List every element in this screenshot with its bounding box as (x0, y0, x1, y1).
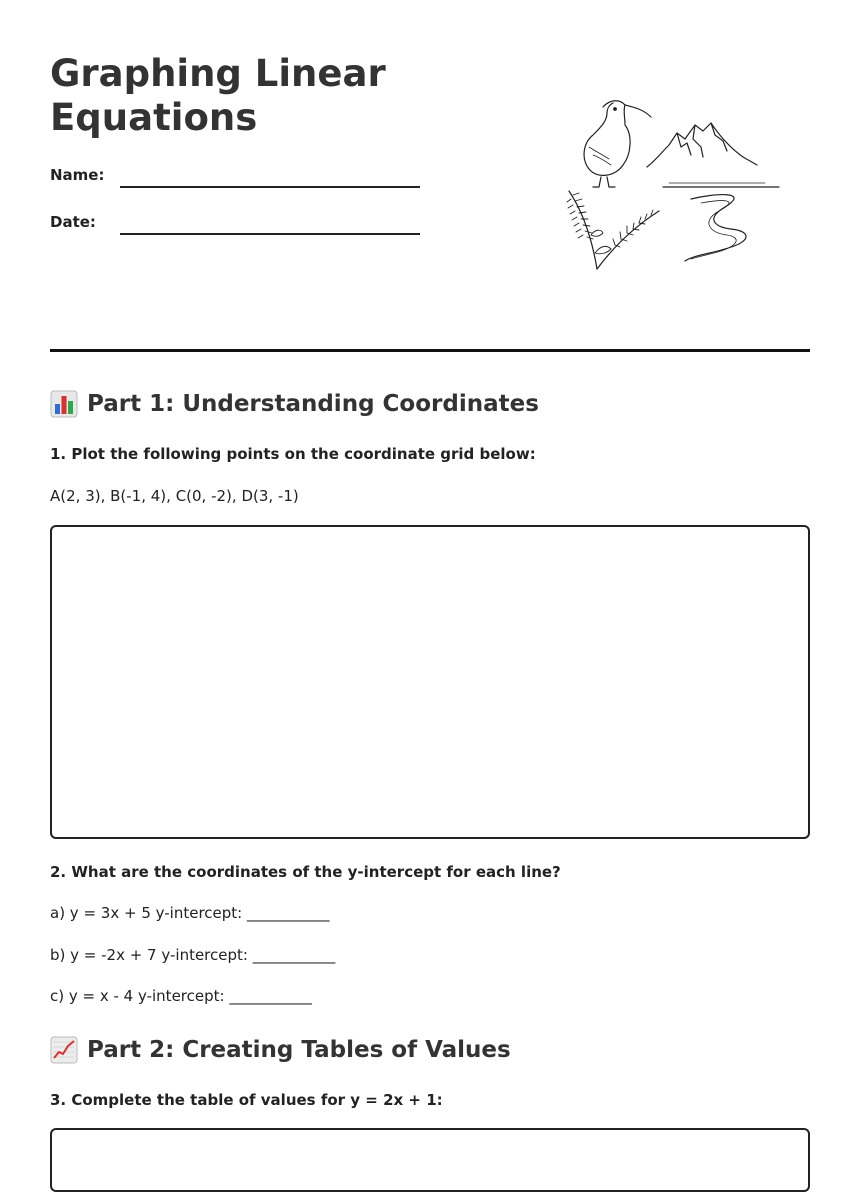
page-title: Graphing Linear Equations (50, 52, 386, 139)
nz-illustration (565, 95, 785, 275)
part1-title: Part 1: Understanding Coordinates (87, 391, 539, 417)
question-3-prompt: 3. Complete the table of values for y = 2x + 1: (50, 1091, 443, 1109)
name-line[interactable] (120, 186, 420, 188)
part2-heading (50, 1035, 511, 1065)
fern-icon (567, 191, 659, 269)
coordinate-grid-box[interactable] (50, 525, 810, 839)
worksheet-page (50, 0, 810, 1109)
name-field[interactable] (50, 166, 420, 196)
name-label: Name: (50, 166, 105, 184)
table-of-values-box[interactable] (50, 1128, 810, 1192)
date-line[interactable] (120, 233, 420, 235)
part2-title: Part 2: Creating Tables of Values (87, 1037, 511, 1063)
question-2b: b) y = -2x + 7 y-intercept: ___________ (50, 946, 336, 964)
date-label: Date: (50, 213, 96, 231)
question-1-prompt: 1. Plot the following points on the coordinate grid below: (50, 445, 536, 463)
line-chart-icon (50, 1036, 78, 1064)
header-divider (50, 349, 810, 352)
date-field[interactable] (50, 213, 420, 243)
question-2c: c) y = x - 4 y-intercept: ___________ (50, 987, 312, 1005)
mountain-icon (647, 123, 779, 187)
question-1-points: A(2, 3), B(-1, 4), C(0, -2), D(3, -1) (50, 487, 299, 505)
question-2-prompt: 2. What are the coordinates of the y-intercept for each line? (50, 863, 561, 881)
bar-chart-icon (50, 390, 78, 418)
part1-heading (50, 389, 539, 419)
worksheet-header (50, 0, 810, 352)
question-2a: a) y = 3x + 5 y-intercept: ___________ (50, 904, 330, 922)
kiwi-bird-icon (584, 101, 651, 187)
river-icon (685, 195, 746, 261)
